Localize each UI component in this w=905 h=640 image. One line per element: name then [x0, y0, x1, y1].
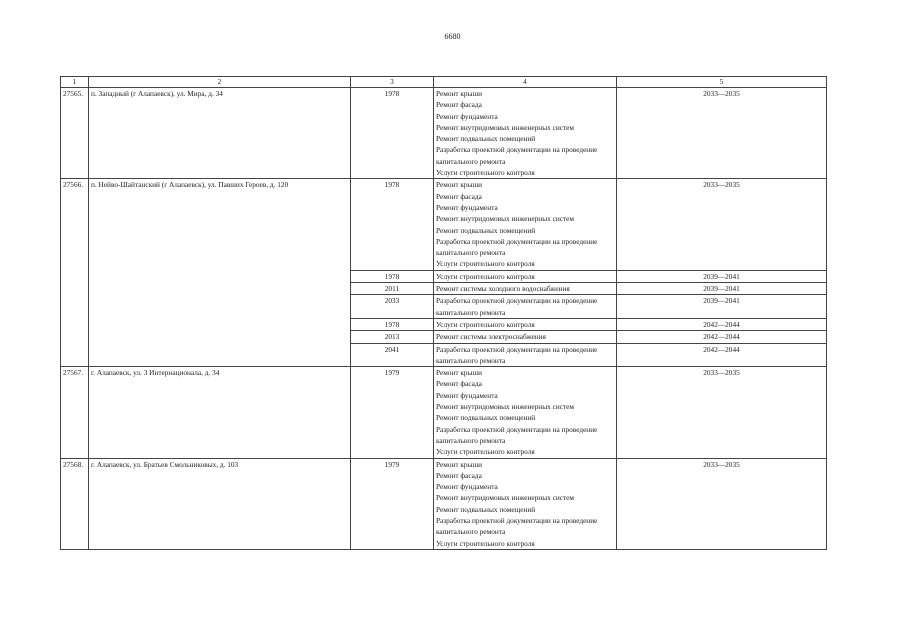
work-item: Ремонт фундамента: [436, 482, 498, 492]
work-item: Ремонт фундамента: [436, 111, 498, 121]
row-number: 27568.: [61, 458, 89, 549]
work-item: Разработка проектной документации на проведение капитального ремонта: [436, 236, 598, 258]
work-item: Ремонт крыши: [436, 180, 483, 190]
period-cell: 2039—2041: [617, 295, 827, 319]
work-item: Ремонт подвальных помещений: [436, 134, 536, 144]
works-cell: [434, 179, 617, 270]
header-col-4: 4: [434, 77, 617, 88]
period-cell: 2039—2041: [617, 283, 827, 295]
work-item: Услуги строительного контроля: [436, 259, 535, 269]
year-cell: 1978: [351, 179, 434, 270]
work-cell: Услуги строительного контроля: [434, 318, 617, 330]
period-cell: 2042—2044: [617, 318, 827, 330]
address-cell: п. Западный (г Алапаевск), ул. Мира, д. 34: [89, 88, 351, 179]
works-cell: [434, 367, 617, 458]
header-col-1: 1: [61, 77, 89, 88]
year-cell: 1978: [351, 88, 434, 179]
table-row: [61, 458, 827, 549]
year-cell: 2013: [351, 331, 434, 343]
year-cell: 1979: [351, 367, 434, 458]
table-row: [61, 88, 827, 179]
work-item: Ремонт внутридомовых инженерных систем: [436, 122, 575, 132]
table-row: [61, 179, 827, 270]
period-cell: 2042—2044: [617, 331, 827, 343]
work-item: Ремонт внутридомовых инженерных систем: [436, 493, 575, 503]
work-item: Ремонт подвальных помещений: [436, 413, 536, 423]
work-item: Ремонт крыши: [436, 368, 483, 378]
period-cell: 2033—2035: [617, 179, 827, 270]
row-number: 27565.: [61, 88, 89, 179]
work-item: Ремонт крыши: [436, 459, 483, 469]
address-cell: г. Алапаевск, ул. Братьев Смольниковых, д. 103: [89, 458, 351, 549]
capital-repair-table: [60, 76, 827, 550]
header-row: [61, 77, 827, 88]
work-cell: Разработка проектной документации на проведение капитального ремонта: [434, 343, 617, 367]
work-item: Ремонт фасада: [436, 470, 482, 480]
period-cell: 2033—2035: [617, 367, 827, 458]
year-cell: 1978: [351, 270, 434, 282]
header-col-2: 2: [89, 77, 351, 88]
year-cell: 1979: [351, 458, 434, 549]
work-item: Ремонт фасада: [436, 379, 482, 389]
work-cell: Услуги строительного контроля: [434, 270, 617, 282]
header-col-3: 3: [351, 77, 434, 88]
work-item: Ремонт подвальных помещений: [436, 504, 536, 514]
works-cell: [434, 88, 617, 179]
work-item: Разработка проектной документации на проведение капитального ремонта: [436, 515, 598, 537]
work-cell: Разработка проектной документации на проведение капитального ремонта: [434, 295, 617, 319]
year-cell: 2041: [351, 343, 434, 367]
work-item: Ремонт фундамента: [436, 202, 498, 212]
address-cell: г. Алапаевск, ул. 3 Интернационала, д. 34: [89, 367, 351, 458]
work-item: Ремонт крыши: [436, 89, 483, 98]
work-item: Ремонт подвальных помещений: [436, 225, 536, 235]
page-number: 6680: [444, 32, 461, 41]
year-cell: 2033: [351, 295, 434, 319]
work-item: Ремонт фундамента: [436, 390, 498, 400]
period-cell: 2033—2035: [617, 88, 827, 179]
work-item: Разработка проектной документации на проведение капитального ремонта: [436, 145, 598, 166]
period-cell: 2042—2044: [617, 343, 827, 367]
year-cell: 2011: [351, 283, 434, 295]
work-cell: Ремонт системы холодного водоснабжения: [434, 283, 617, 295]
address-cell: п. Нейво-Шайтанский (г Алапаевск), ул. Павших Героев, д. 120: [89, 179, 351, 367]
period-cell: 2039—2041: [617, 270, 827, 282]
work-item: Услуги строительного контроля: [436, 538, 535, 548]
works-cell: [434, 458, 617, 549]
work-item: Ремонт фасада: [436, 100, 482, 110]
work-item: Разработка проектной документации на проведение капитального ремонта: [436, 424, 598, 445]
work-item: Ремонт внутридомовых инженерных систем: [436, 214, 575, 224]
header-col-5: 5: [617, 77, 827, 88]
work-cell: Ремонт системы электроснабжения: [434, 331, 617, 343]
work-item: Ремонт фасада: [436, 191, 482, 201]
work-item: Услуги строительного контроля: [436, 168, 535, 178]
work-item: Услуги строительного контроля: [436, 447, 535, 457]
row-number: 27567.: [61, 367, 89, 458]
table-row: [61, 367, 827, 458]
row-number: 27566.: [61, 179, 89, 367]
work-item: Ремонт внутридомовых инженерных систем: [436, 402, 575, 412]
period-cell: 2033—2035: [617, 458, 827, 549]
year-cell: 1978: [351, 318, 434, 330]
